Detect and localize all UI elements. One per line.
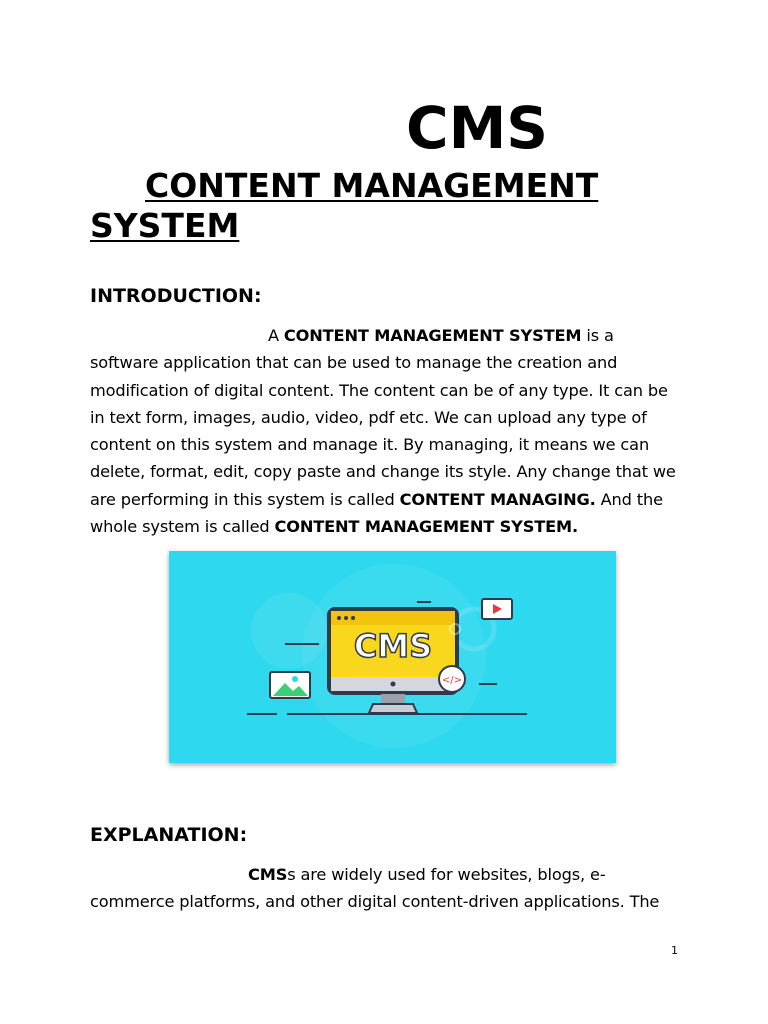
page-subtitle bbox=[90, 166, 650, 246]
explanation-paragraph bbox=[90, 861, 680, 916]
explanation-heading: EXPLANATION: bbox=[90, 824, 248, 846]
page-number: 1 bbox=[671, 944, 678, 957]
page-title: CMS bbox=[406, 94, 549, 162]
subtitle-text: CONTENT MANAGEMENT SYSTEM bbox=[90, 166, 599, 245]
intro-text-2: is a software application that can be used to manage the creation and modification of digital content. The content can be of any type. It can be in text form, images, audio, video, pdf etc. We can upload any type of content on this system and manage it. By managing, it means we can delete, format, edit, copy paste and change its style. Any change that we are performing in this system is called bbox=[90, 326, 676, 509]
monitor-stand bbox=[369, 704, 417, 713]
intro-bold-3: CONTENT MANAGEMENT SYSTEM. bbox=[274, 517, 578, 537]
cms-illustration bbox=[169, 551, 616, 763]
explanation-bold-1: CMS bbox=[248, 865, 288, 884]
intro-text-1: A bbox=[268, 326, 284, 345]
intro-text-3: And the whole system is called bbox=[90, 489, 663, 537]
monitor-label: CMS bbox=[353, 627, 433, 665]
introduction-paragraph bbox=[90, 322, 680, 540]
intro-bold-2: CONTENT MANAGING. bbox=[399, 489, 596, 509]
cms-monitor-graphic bbox=[169, 551, 616, 763]
intro-bold-1: CONTENT MANAGEMENT SYSTEM bbox=[283, 326, 582, 345]
explanation-text-1: s are widely used for websites, blogs, e-commerce platforms, and other digital content-driven applications. The bbox=[90, 865, 660, 912]
introduction-heading: INTRODUCTION: bbox=[90, 285, 262, 307]
code-symbol: </> bbox=[441, 675, 463, 686]
